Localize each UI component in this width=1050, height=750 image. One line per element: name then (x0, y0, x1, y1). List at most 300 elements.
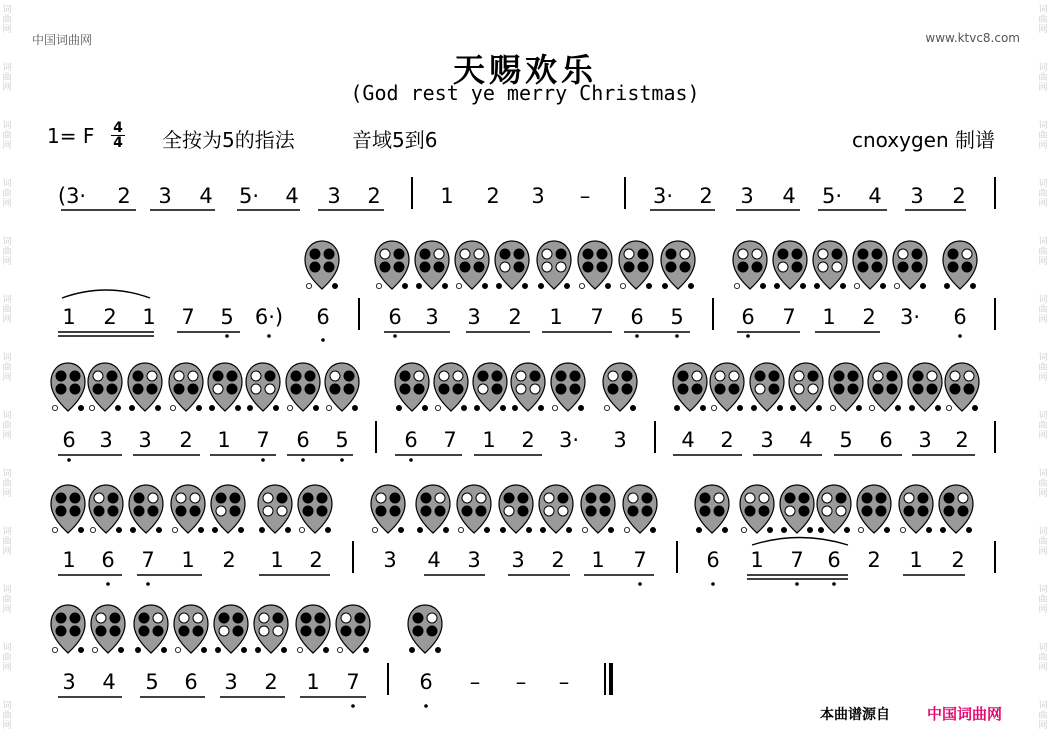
thumb-hole (281, 647, 286, 652)
score-note: 7 (443, 428, 457, 452)
finger-hole (251, 384, 261, 394)
score-note: 1 (62, 548, 76, 572)
thumb-hole (363, 647, 368, 652)
score-note: 6 (630, 305, 644, 329)
low-octave-dot (67, 458, 71, 462)
thumb-hole (396, 405, 401, 410)
finger-hole (755, 371, 765, 381)
edge-watermark: 词 曲 网 (1038, 411, 1048, 441)
site-url: www.ktvc8.com (925, 31, 1020, 45)
finger-hole (414, 384, 424, 394)
finger-hole (453, 371, 463, 381)
thumb-hole (238, 527, 243, 532)
finger-hole (492, 371, 502, 381)
finger-hole (414, 371, 424, 381)
low-octave-dot (321, 338, 325, 342)
finger-hole (341, 613, 351, 623)
thumb-hole (605, 283, 610, 288)
finger-hole (913, 371, 923, 381)
score-note: 7 (633, 548, 647, 572)
score-note: 3 (158, 184, 172, 208)
finger-hole (324, 249, 334, 259)
finger-hole (219, 626, 229, 636)
score-note: 5· (238, 184, 260, 208)
finger-hole (110, 613, 120, 623)
finger-hole (310, 262, 320, 272)
score-note: 2 (508, 305, 522, 329)
score-note: 7 (790, 548, 804, 572)
finger-hole (176, 506, 186, 516)
finger-hole (714, 506, 724, 516)
edge-watermark: 词 曲 网 (2, 295, 12, 325)
score-note: 2 (222, 548, 236, 572)
finger-hole (394, 262, 404, 272)
finger-hole (544, 506, 554, 516)
finger-hole (628, 506, 638, 516)
finger-hole (785, 506, 795, 516)
thumb-hole (512, 405, 517, 410)
thumb-hole (500, 527, 505, 532)
finger-hole (134, 506, 144, 516)
finger-hole (265, 384, 275, 394)
finger-hole (153, 613, 163, 623)
finger-hole (558, 493, 568, 503)
finger-hole (680, 262, 690, 272)
finger-hole (227, 371, 237, 381)
score-note: 7 (590, 305, 604, 329)
finger-hole (390, 506, 400, 516)
finger-hole (912, 249, 922, 259)
finger-hole (715, 384, 725, 394)
thumb-hole (674, 405, 679, 410)
range-note: 音域5到6 (352, 128, 438, 152)
finger-hole (317, 493, 327, 503)
finger-hole (301, 613, 311, 623)
finger-hole (70, 384, 80, 394)
score-note: 1 (142, 305, 156, 329)
thumb-hole (935, 405, 940, 410)
edge-watermark: 词 曲 网 (1038, 469, 1048, 499)
low-octave-dot (261, 458, 265, 462)
finger-hole (462, 506, 472, 516)
score-note: 6 (741, 305, 755, 329)
finger-hole (913, 384, 923, 394)
finger-hole (948, 249, 958, 259)
finger-hole (518, 493, 528, 503)
finger-hole (556, 262, 566, 272)
finger-hole (822, 506, 832, 516)
thumb-hole (711, 405, 716, 410)
score-note: 6 (388, 305, 402, 329)
finger-hole (174, 371, 184, 381)
finger-hole (858, 262, 868, 272)
finger-hole (134, 493, 144, 503)
finger-hole (148, 493, 158, 503)
score-note: 2 (179, 428, 193, 452)
finger-hole (530, 384, 540, 394)
edge-watermark: 词 曲 网 (1038, 63, 1048, 93)
thumb-hole (722, 527, 727, 532)
slur (62, 290, 150, 298)
thumb-hole (526, 527, 531, 532)
finger-hole (344, 371, 354, 381)
thumb-hole (422, 405, 427, 410)
finger-hole (265, 371, 275, 381)
finger-hole (216, 506, 226, 516)
finger-hole (799, 493, 809, 503)
finger-hole (153, 626, 163, 636)
finger-hole (794, 371, 804, 381)
finger-hole (964, 384, 974, 394)
score-note: 3 (613, 428, 627, 452)
score-note: 6 (419, 670, 433, 694)
finger-hole (822, 493, 832, 503)
finger-hole (93, 384, 103, 394)
thumb-hole (700, 405, 705, 410)
score-note: 7 (141, 548, 155, 572)
finger-hole (344, 384, 354, 394)
finger-hole (516, 371, 526, 381)
thumb-hole (247, 405, 252, 410)
finger-hole (962, 249, 972, 259)
score-note: 3· (899, 305, 921, 329)
score-note: 2 (486, 184, 500, 208)
score-note: 3 (99, 428, 113, 452)
thumb-hole (840, 283, 845, 288)
finger-hole (259, 613, 269, 623)
finger-hole (666, 249, 676, 259)
thumb-hole (926, 527, 931, 532)
low-octave-dot (675, 334, 679, 338)
finger-hole (439, 371, 449, 381)
thumb-hole (734, 283, 739, 288)
source-site-link[interactable]: 中国词曲网 (927, 705, 1003, 723)
finger-hole (474, 249, 484, 259)
finger-hole (832, 262, 842, 272)
thumb-hole (496, 283, 501, 288)
finger-hole (918, 493, 928, 503)
finger-hole (836, 493, 846, 503)
finger-hole (729, 371, 739, 381)
arranger-credit: cnoxygen 制谱 (852, 128, 995, 152)
thumb-hole (273, 405, 278, 410)
thumb-hole (696, 527, 701, 532)
finger-hole (608, 371, 618, 381)
edge-watermark: 词 曲 网 (2, 63, 12, 93)
finger-hole (858, 249, 868, 259)
score-note: 2 (952, 184, 966, 208)
thumb-hole (774, 283, 779, 288)
finger-hole (277, 493, 287, 503)
thumb-hole (854, 283, 859, 288)
finger-hole (700, 493, 710, 503)
finger-hole (808, 371, 818, 381)
thumb-hole (198, 527, 203, 532)
thumb-hole (435, 405, 440, 410)
thumb-hole (209, 405, 214, 410)
low-octave-dot (409, 458, 413, 462)
finger-hole (56, 506, 66, 516)
finger-hole (305, 371, 315, 381)
finger-hole (504, 493, 514, 503)
thumb-hole (608, 527, 613, 532)
thumb-hole (259, 527, 264, 532)
finger-hole (638, 249, 648, 259)
thumb-hole (130, 527, 135, 532)
score-note: 6 (316, 305, 330, 329)
score-note: 2 (951, 548, 965, 572)
finger-hole (600, 493, 610, 503)
thumb-hole (781, 527, 786, 532)
fingering-note: 全按为5的指法 (162, 128, 295, 152)
finger-hole (583, 262, 593, 272)
finger-hole (213, 371, 223, 381)
thumb-hole (456, 283, 461, 288)
finger-hole (818, 249, 828, 259)
thumb-hole (620, 283, 625, 288)
finger-hole (904, 493, 914, 503)
finger-hole (769, 371, 779, 381)
finger-hole (504, 506, 514, 516)
finger-hole (872, 249, 882, 259)
low-octave-dot (146, 582, 150, 586)
thumb-hole (325, 527, 330, 532)
finger-hole (542, 262, 552, 272)
song-subtitle: (God rest ye merry Christmas) (350, 81, 700, 105)
finger-hole (808, 384, 818, 394)
finger-hole (94, 493, 104, 503)
thumb-hole (156, 527, 161, 532)
finger-hole (376, 506, 386, 516)
finger-hole (107, 371, 117, 381)
finger-hole (390, 493, 400, 503)
edge-watermark: 词 曲 网 (1038, 643, 1048, 673)
finger-hole (107, 384, 117, 394)
score-note: – (469, 670, 481, 694)
thumb-hole (737, 405, 742, 410)
finger-hole (692, 371, 702, 381)
finger-hole (516, 384, 526, 394)
thumb-hole (115, 405, 120, 410)
thumb-hole (751, 405, 756, 410)
score-note: 3 (511, 548, 525, 572)
score-note: 3 (918, 428, 932, 452)
score-note: 5 (335, 428, 349, 452)
finger-hole (139, 613, 149, 623)
finger-hole (305, 384, 315, 394)
thumb-hole (409, 647, 414, 652)
finger-hole (435, 493, 445, 503)
finger-hole (752, 249, 762, 259)
score-note: 3 (425, 305, 439, 329)
finger-hole (216, 493, 226, 503)
finger-hole (964, 371, 974, 381)
finger-hole (462, 493, 472, 503)
thumb-hole (522, 283, 527, 288)
finger-hole (394, 249, 404, 259)
finger-hole (759, 506, 769, 516)
thumb-hole (818, 527, 823, 532)
score-note: 3 (224, 670, 238, 694)
edge-watermark: 词 曲 网 (2, 5, 12, 35)
score-note: 4 (782, 184, 796, 208)
thumb-hole (538, 405, 543, 410)
thumb-hole (255, 647, 260, 652)
low-octave-dot (301, 458, 305, 462)
finger-hole (301, 626, 311, 636)
thumb-hole (940, 527, 945, 532)
score-note: 6 (404, 428, 418, 452)
score-note: 1 (270, 548, 284, 572)
finger-hole (56, 371, 66, 381)
score-note: 3 (740, 184, 754, 208)
finger-hole (315, 613, 325, 623)
low-octave-dot (958, 334, 962, 338)
score-note: 7 (782, 305, 796, 329)
thumb-hole (337, 647, 342, 652)
thumb-hole (578, 405, 583, 410)
finger-hole (700, 506, 710, 516)
finger-hole (324, 262, 334, 272)
finger-hole (927, 371, 937, 381)
slur (752, 538, 848, 546)
finger-hole (918, 506, 928, 516)
finger-hole (887, 384, 897, 394)
finger-hole (597, 249, 607, 259)
finger-hole (355, 613, 365, 623)
thumb-hole (313, 405, 318, 410)
finger-hole (179, 613, 189, 623)
edge-watermark: 词 曲 网 (2, 527, 12, 557)
finger-hole (56, 493, 66, 503)
score-note: 1 (217, 428, 231, 452)
thumb-hole (241, 647, 246, 652)
score-note: 6 (184, 670, 198, 694)
finger-hole (400, 371, 410, 381)
finger-hole (188, 384, 198, 394)
score-note: 1 (62, 305, 76, 329)
score-note: 7 (256, 428, 270, 452)
thumb-hole (326, 405, 331, 410)
finger-hole (70, 613, 80, 623)
finger-hole (263, 493, 273, 503)
thumb-hole (760, 283, 765, 288)
finger-hole (944, 493, 954, 503)
score-note: 2 (103, 305, 117, 329)
finger-hole (70, 506, 80, 516)
score-note: 4 (427, 548, 441, 572)
thumb-hole (118, 647, 123, 652)
finger-hole (70, 626, 80, 636)
finger-hole (624, 249, 634, 259)
finger-hole (958, 493, 968, 503)
finger-hole (848, 384, 858, 394)
score-note: – (579, 184, 591, 208)
finger-hole (912, 262, 922, 272)
finger-hole (413, 626, 423, 636)
score-note: – (558, 670, 570, 694)
thumb-hole (630, 405, 635, 410)
finger-hole (376, 493, 386, 503)
score-note: 1 (306, 670, 320, 694)
thumb-hole (552, 405, 557, 410)
finger-hole (745, 493, 755, 503)
finger-hole (230, 506, 240, 516)
finger-hole (876, 493, 886, 503)
thumb-hole (966, 527, 971, 532)
thumb-hole (78, 527, 83, 532)
finger-hole (518, 506, 528, 516)
finger-hole (476, 493, 486, 503)
finger-hole (434, 262, 444, 272)
edge-watermark: 词 曲 网 (1038, 527, 1048, 557)
thumb-hole (909, 405, 914, 410)
finger-hole (413, 613, 423, 623)
low-octave-dot (267, 334, 271, 338)
score-note: 6 (953, 305, 967, 329)
finger-hole (263, 506, 273, 516)
edge-watermark: 词 曲 网 (1038, 585, 1048, 615)
score-note: 3 (760, 428, 774, 452)
thumb-hole (416, 283, 421, 288)
finger-hole (230, 493, 240, 503)
finger-hole (948, 262, 958, 272)
key-signature: 1= F (47, 124, 95, 148)
finger-hole (273, 613, 283, 623)
thumb-hole (435, 647, 440, 652)
thumb-hole (895, 405, 900, 410)
score-note: 2 (720, 428, 734, 452)
score-note: 5 (839, 428, 853, 452)
finger-hole (478, 371, 488, 381)
thumb-hole (443, 527, 448, 532)
edge-watermark: 词 曲 网 (2, 237, 12, 267)
finger-hole (834, 371, 844, 381)
finger-hole (769, 384, 779, 394)
finger-hole (93, 371, 103, 381)
score-note: 6 (296, 428, 310, 452)
finger-hole (174, 384, 184, 394)
thumb-hole (538, 283, 543, 288)
score-note: 1 (181, 548, 195, 572)
thumb-hole (646, 283, 651, 288)
finger-hole (355, 626, 365, 636)
finger-hole (233, 613, 243, 623)
finger-hole (193, 613, 203, 623)
low-octave-dot (795, 582, 799, 586)
finger-hole (514, 249, 524, 259)
score-note: 3 (467, 305, 481, 329)
thumb-hole (52, 405, 57, 410)
thumb-hole (970, 283, 975, 288)
site-name: 中国词曲网 (32, 33, 93, 47)
finger-hole (785, 493, 795, 503)
thumb-hole (402, 283, 407, 288)
score-note: 5 (220, 305, 234, 329)
score-note: 1 (549, 305, 563, 329)
score-note: 6 (827, 548, 841, 572)
thumb-hole (89, 405, 94, 410)
finger-hole (622, 371, 632, 381)
finger-hole (624, 262, 634, 272)
score-note: 5 (670, 305, 684, 329)
edge-watermark: 词 曲 网 (2, 643, 12, 673)
thumb-hole (688, 283, 693, 288)
thumb-hole (858, 527, 863, 532)
finger-hole (188, 371, 198, 381)
thumb-hole (484, 527, 489, 532)
finger-hole (680, 249, 690, 259)
